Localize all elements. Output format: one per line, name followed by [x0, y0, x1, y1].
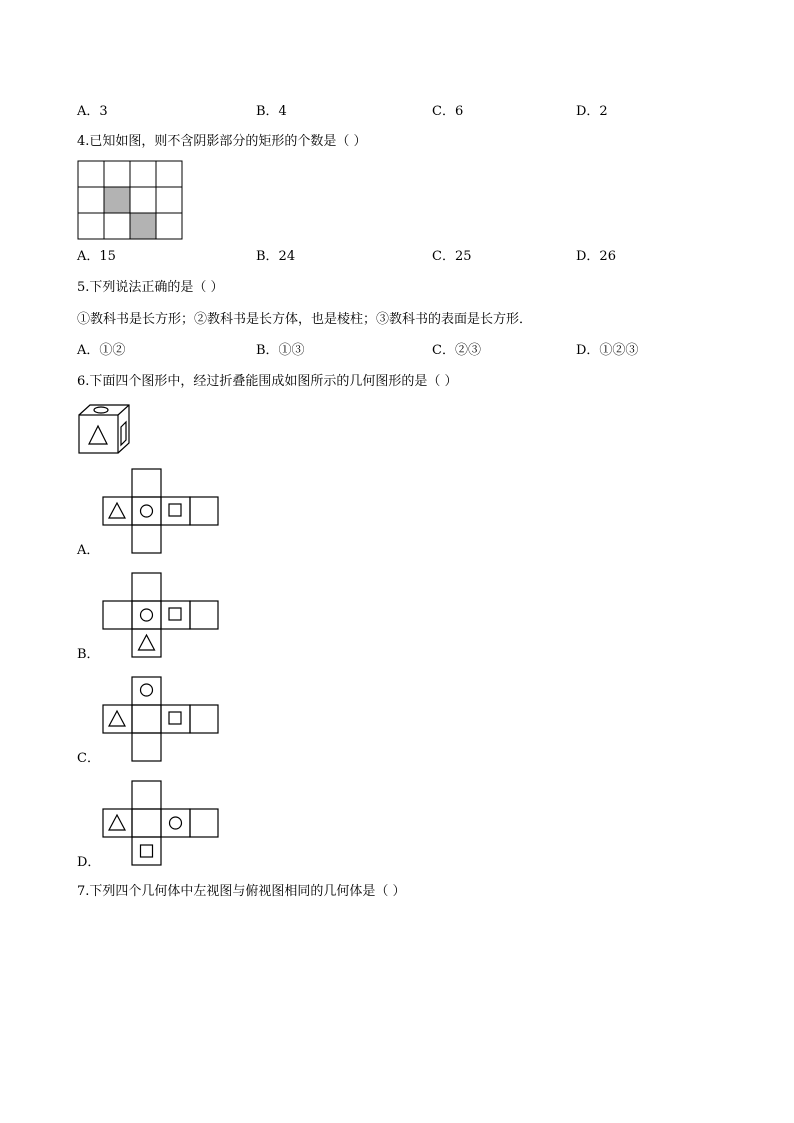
net-c: [102, 676, 220, 764]
q6-stem: 6.下面四个图形中，经过折叠能围成如图所示的几何图形的是（ ）: [77, 374, 458, 389]
q3-option-c: C．6: [432, 104, 464, 119]
q3-option-b: B．4: [256, 104, 287, 119]
q6-choice-a: A．: [77, 543, 100, 558]
triangle-icon: [109, 815, 125, 830]
q7-stem: 7.下列四个几何体中左视图与俯视图相同的几何体是（ ）: [77, 884, 406, 899]
q4-option-d: D．26: [576, 249, 616, 264]
q6-choice-d: D．: [77, 855, 101, 870]
circle-icon: [141, 505, 153, 517]
q5-option-d: D．①②③: [576, 343, 639, 358]
q4-grid-figure: [77, 160, 185, 242]
circle-icon: [170, 817, 182, 829]
triangle-icon: [139, 635, 155, 650]
square-icon: [169, 712, 181, 724]
triangle-icon: [109, 711, 125, 726]
circle-icon: [141, 609, 153, 621]
q5-option-c: C．②③: [432, 343, 481, 358]
triangle-icon: [109, 503, 125, 518]
q4-option-b: B．24: [256, 249, 296, 264]
square-icon: [141, 845, 153, 857]
q6-choice-b: B．: [77, 647, 100, 662]
net-b: [102, 572, 220, 660]
shaded-cell: [104, 187, 130, 213]
q5-statement: ①教科书是长方形；②教科书是长方体，也是棱柱；③教科书的表面是长方形．: [77, 312, 533, 327]
q4-stem: 4.已知如图，则不含阴影部分的矩形的个数是（ ）: [77, 134, 367, 149]
square-icon: [169, 608, 181, 620]
q4-option-c: C．25: [432, 249, 472, 264]
shaded-cell: [130, 213, 156, 239]
q4-option-a: A．15: [77, 249, 116, 264]
q3-option-a: A．3: [77, 104, 108, 119]
net-a: [102, 468, 220, 556]
q6-choice-c: C．: [77, 751, 100, 766]
q5-stem: 5.下列说法正确的是（ ）: [77, 280, 224, 295]
cube-figure: [77, 403, 133, 455]
net-d: [102, 780, 220, 868]
circle-icon: [141, 684, 153, 696]
q5-option-b: B．①③: [256, 343, 305, 358]
q5-option-a: A．①②: [77, 343, 126, 358]
square-icon: [169, 504, 181, 516]
q3-option-d: D．2: [576, 104, 608, 119]
